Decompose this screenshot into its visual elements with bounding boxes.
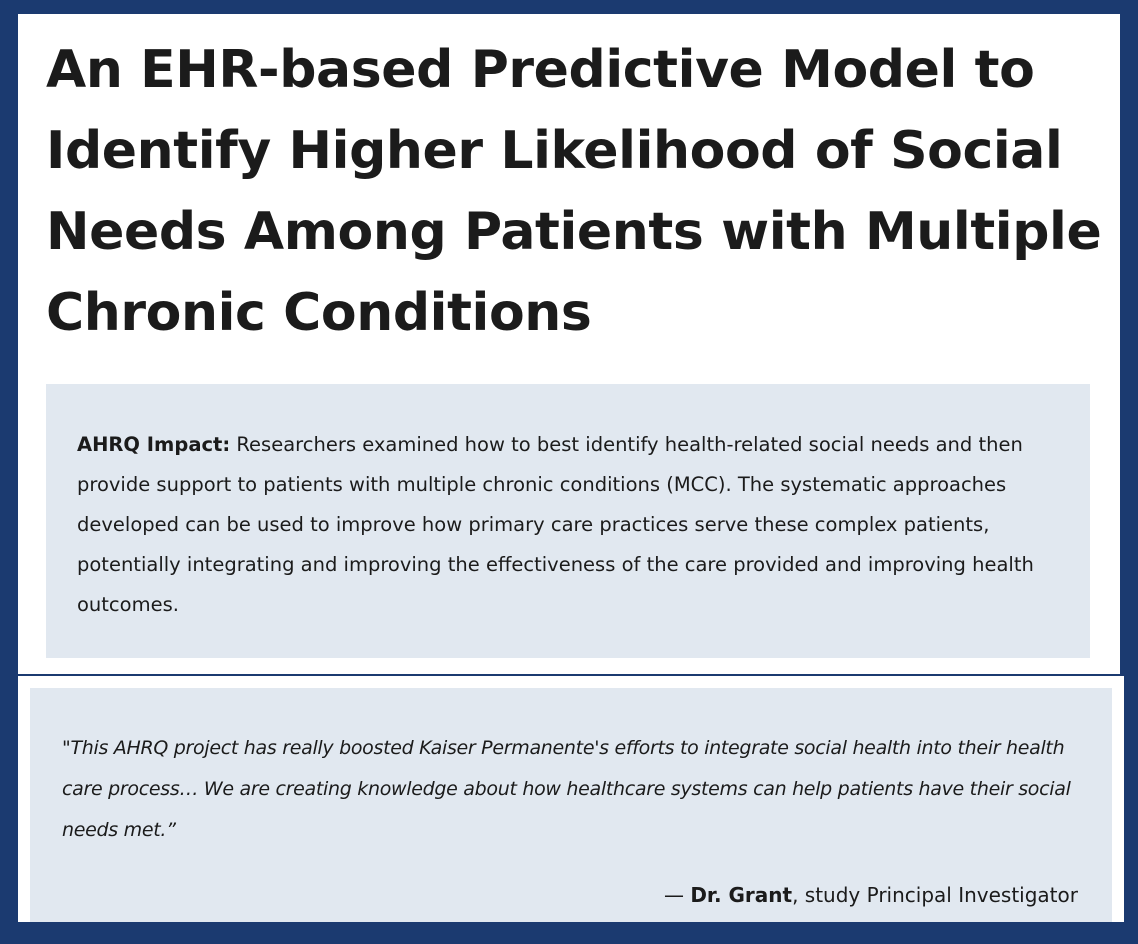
quote-text: "This AHRQ project has really boosted Kaiser Permanente's efforts to integrate social health into their health care process… We are creating knowledge about how healthcare systems can help patients have their social needs met.” bbox=[62, 737, 1071, 841]
impact-paragraph bbox=[77, 425, 1067, 625]
impact-body: Researchers examined how to best identify health-related social needs and then provide support to patients with multiple chronic conditions (MCC). The systematic approaches developed can be used to improve how primary care practices serve these complex patients, potentially integrating and improving the effectiveness of the care provided and improving health outcomes. bbox=[77, 433, 1034, 616]
attribution-role: , study Principal Investigator bbox=[792, 883, 1078, 907]
quote-card bbox=[18, 676, 1124, 922]
impact-callout bbox=[46, 384, 1090, 658]
article-card bbox=[18, 14, 1120, 674]
quote-attribution bbox=[664, 881, 1078, 909]
impact-label: AHRQ Impact: bbox=[77, 433, 231, 456]
article-title: An EHR-based Predictive Model to Identify Higher Likelihood of Social Needs Among Patients with Multiple Chronic Conditions bbox=[46, 40, 1102, 343]
attribution-author: Dr. Grant bbox=[690, 883, 793, 907]
quote-callout bbox=[30, 688, 1112, 922]
attribution-dash: — bbox=[663, 883, 691, 907]
